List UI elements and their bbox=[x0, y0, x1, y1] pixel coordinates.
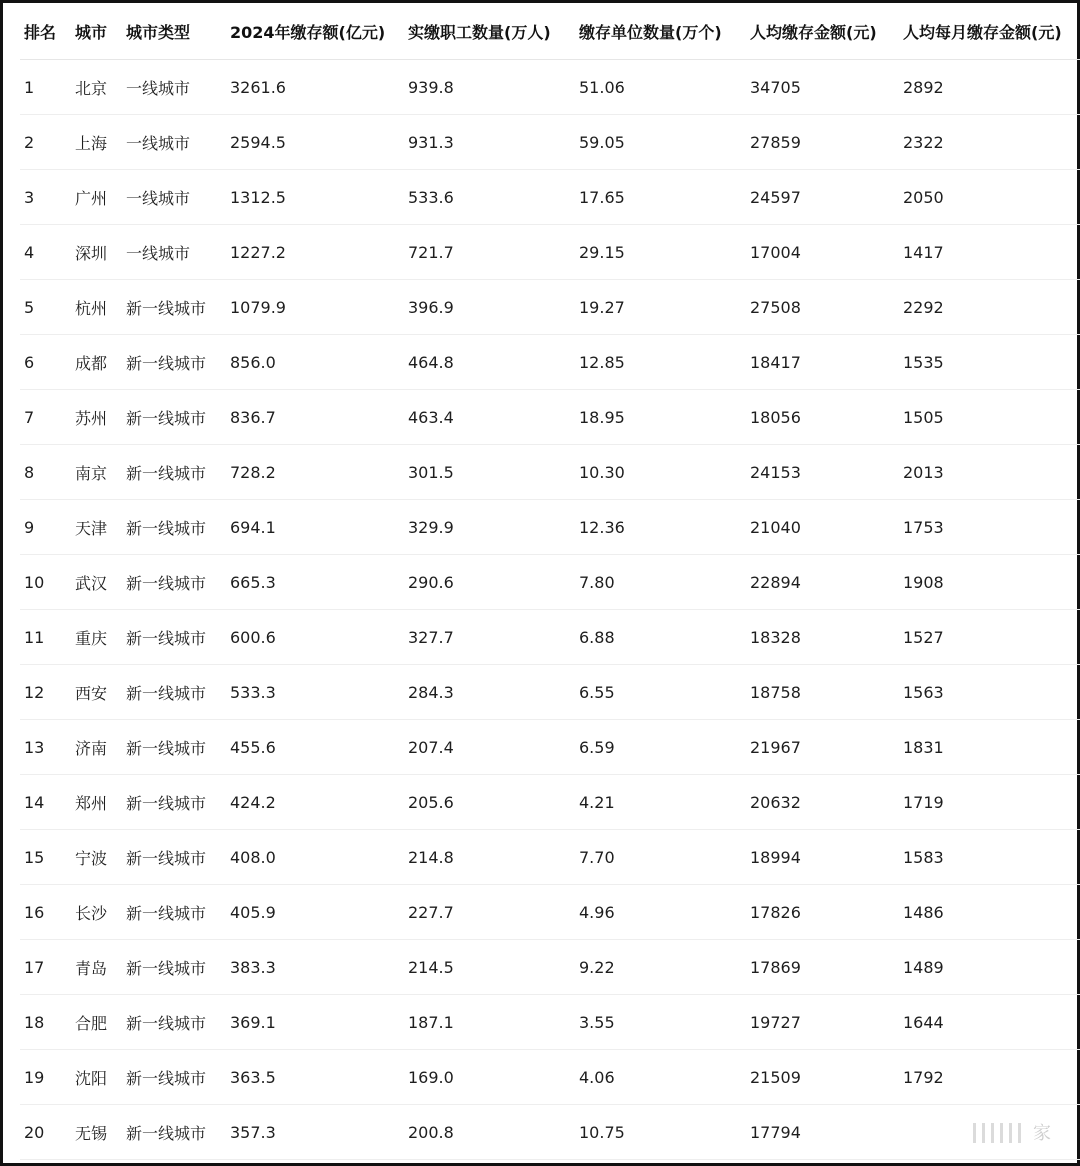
table-row bbox=[20, 555, 1080, 610]
cell-city: 上海 bbox=[71, 115, 122, 170]
cell-city-type: 新一线城市 bbox=[122, 1105, 226, 1160]
cell-workers: 301.5 bbox=[404, 445, 575, 500]
cell-rank: 12 bbox=[20, 665, 71, 720]
cell-city: 宁波 bbox=[71, 830, 122, 885]
table-row bbox=[20, 335, 1080, 390]
table-body bbox=[20, 60, 1080, 1160]
table-row bbox=[20, 720, 1080, 775]
cell-rank: 10 bbox=[20, 555, 71, 610]
cell-monthly-per-capita: 1792 bbox=[899, 1050, 1080, 1105]
cell-city: 南京 bbox=[71, 445, 122, 500]
cell-units: 6.88 bbox=[575, 610, 746, 665]
header-per-capita: 人均缴存金额(元) bbox=[746, 3, 899, 60]
cell-rank: 9 bbox=[20, 500, 71, 555]
table-row bbox=[20, 500, 1080, 555]
cell-workers: 327.7 bbox=[404, 610, 575, 665]
table-row bbox=[20, 775, 1080, 830]
cell-units: 12.36 bbox=[575, 500, 746, 555]
cell-monthly-per-capita: 1489 bbox=[899, 940, 1080, 995]
cell-deposit-amount: 600.6 bbox=[226, 610, 404, 665]
table-header bbox=[20, 3, 1080, 60]
table-row bbox=[20, 995, 1080, 1050]
cell-rank: 3 bbox=[20, 170, 71, 225]
cell-per-capita: 24153 bbox=[746, 445, 899, 500]
header-units: 缴存单位数量(万个) bbox=[575, 3, 746, 60]
cell-city-type: 新一线城市 bbox=[122, 830, 226, 885]
cell-workers: 290.6 bbox=[404, 555, 575, 610]
cell-city: 合肥 bbox=[71, 995, 122, 1050]
cell-deposit-amount: 424.2 bbox=[226, 775, 404, 830]
table-row bbox=[20, 1050, 1080, 1105]
cell-deposit-amount: 1079.9 bbox=[226, 280, 404, 335]
cell-city: 郑州 bbox=[71, 775, 122, 830]
cell-per-capita: 27508 bbox=[746, 280, 899, 335]
cell-monthly-per-capita: 1535 bbox=[899, 335, 1080, 390]
cell-per-capita: 22894 bbox=[746, 555, 899, 610]
header-deposit-amount: 2024年缴存额(亿元) bbox=[226, 3, 404, 60]
header-rank: 排名 bbox=[20, 3, 71, 60]
cell-per-capita: 18056 bbox=[746, 390, 899, 445]
cell-deposit-amount: 363.5 bbox=[226, 1050, 404, 1105]
data-table bbox=[20, 3, 1080, 1160]
header-city-type: 城市类型 bbox=[122, 3, 226, 60]
cell-rank: 15 bbox=[20, 830, 71, 885]
cell-city-type: 新一线城市 bbox=[122, 445, 226, 500]
cell-rank: 14 bbox=[20, 775, 71, 830]
cell-city-type: 一线城市 bbox=[122, 225, 226, 280]
table-row bbox=[20, 60, 1080, 115]
cell-deposit-amount: 694.1 bbox=[226, 500, 404, 555]
cell-rank: 2 bbox=[20, 115, 71, 170]
table-row bbox=[20, 610, 1080, 665]
cell-monthly-per-capita: 1527 bbox=[899, 610, 1080, 665]
cell-city: 广州 bbox=[71, 170, 122, 225]
cell-city-type: 新一线城市 bbox=[122, 280, 226, 335]
cell-per-capita: 20632 bbox=[746, 775, 899, 830]
cell-monthly-per-capita: 1563 bbox=[899, 665, 1080, 720]
cell-city-type: 一线城市 bbox=[122, 115, 226, 170]
cell-units: 4.21 bbox=[575, 775, 746, 830]
cell-city: 成都 bbox=[71, 335, 122, 390]
cell-units: 6.59 bbox=[575, 720, 746, 775]
cell-rank: 20 bbox=[20, 1105, 71, 1160]
watermark bbox=[973, 1119, 1053, 1145]
cell-units: 9.22 bbox=[575, 940, 746, 995]
cell-monthly-per-capita: 2892 bbox=[899, 60, 1080, 115]
cell-units: 19.27 bbox=[575, 280, 746, 335]
cell-city-type: 新一线城市 bbox=[122, 885, 226, 940]
cell-monthly-per-capita: 2322 bbox=[899, 115, 1080, 170]
cell-city-type: 新一线城市 bbox=[122, 610, 226, 665]
header-row bbox=[20, 3, 1080, 60]
cell-workers: 931.3 bbox=[404, 115, 575, 170]
cell-city: 天津 bbox=[71, 500, 122, 555]
cell-monthly-per-capita: 1908 bbox=[899, 555, 1080, 610]
cell-per-capita: 18758 bbox=[746, 665, 899, 720]
header-city: 城市 bbox=[71, 3, 122, 60]
cell-city: 济南 bbox=[71, 720, 122, 775]
cell-city: 重庆 bbox=[71, 610, 122, 665]
cell-units: 10.30 bbox=[575, 445, 746, 500]
table-row bbox=[20, 665, 1080, 720]
cell-units: 6.55 bbox=[575, 665, 746, 720]
cell-deposit-amount: 383.3 bbox=[226, 940, 404, 995]
table-row bbox=[20, 830, 1080, 885]
cell-deposit-amount: 665.3 bbox=[226, 555, 404, 610]
cell-city-type: 一线城市 bbox=[122, 170, 226, 225]
cell-rank: 1 bbox=[20, 60, 71, 115]
cell-city-type: 新一线城市 bbox=[122, 720, 226, 775]
cell-units: 29.15 bbox=[575, 225, 746, 280]
cell-deposit-amount: 728.2 bbox=[226, 445, 404, 500]
cell-units: 7.70 bbox=[575, 830, 746, 885]
cell-per-capita: 17794 bbox=[746, 1105, 899, 1160]
cell-per-capita: 24597 bbox=[746, 170, 899, 225]
cell-rank: 18 bbox=[20, 995, 71, 1050]
cell-city: 武汉 bbox=[71, 555, 122, 610]
cell-deposit-amount: 3261.6 bbox=[226, 60, 404, 115]
cell-deposit-amount: 1227.2 bbox=[226, 225, 404, 280]
cell-units: 4.06 bbox=[575, 1050, 746, 1105]
cell-monthly-per-capita: 1719 bbox=[899, 775, 1080, 830]
cell-rank: 7 bbox=[20, 390, 71, 445]
header-monthly-per-capita: 人均每月缴存金额(元) bbox=[899, 3, 1080, 60]
cell-rank: 8 bbox=[20, 445, 71, 500]
cell-monthly-per-capita: 1644 bbox=[899, 995, 1080, 1050]
table-row bbox=[20, 445, 1080, 500]
cell-city: 无锡 bbox=[71, 1105, 122, 1160]
cell-rank: 4 bbox=[20, 225, 71, 280]
cell-city-type: 新一线城市 bbox=[122, 665, 226, 720]
cell-city-type: 新一线城市 bbox=[122, 500, 226, 555]
cell-rank: 5 bbox=[20, 280, 71, 335]
cell-units: 4.96 bbox=[575, 885, 746, 940]
cell-deposit-amount: 369.1 bbox=[226, 995, 404, 1050]
cell-rank: 16 bbox=[20, 885, 71, 940]
cell-city-type: 新一线城市 bbox=[122, 390, 226, 445]
cell-monthly-per-capita: 1505 bbox=[899, 390, 1080, 445]
cell-workers: 200.8 bbox=[404, 1105, 575, 1160]
cell-city: 杭州 bbox=[71, 280, 122, 335]
cell-per-capita: 17826 bbox=[746, 885, 899, 940]
table-row bbox=[20, 225, 1080, 280]
cell-per-capita: 19727 bbox=[746, 995, 899, 1050]
cell-workers: 939.8 bbox=[404, 60, 575, 115]
cell-monthly-per-capita: 1831 bbox=[899, 720, 1080, 775]
cell-rank: 6 bbox=[20, 335, 71, 390]
cell-city: 长沙 bbox=[71, 885, 122, 940]
cell-units: 7.80 bbox=[575, 555, 746, 610]
cell-workers: 721.7 bbox=[404, 225, 575, 280]
cell-city: 西安 bbox=[71, 665, 122, 720]
cell-per-capita: 17004 bbox=[746, 225, 899, 280]
cell-per-capita: 21040 bbox=[746, 500, 899, 555]
table-row bbox=[20, 885, 1080, 940]
table-row bbox=[20, 390, 1080, 445]
cell-deposit-amount: 455.6 bbox=[226, 720, 404, 775]
cell-monthly-per-capita: 1417 bbox=[899, 225, 1080, 280]
cell-per-capita: 27859 bbox=[746, 115, 899, 170]
cell-city-type: 新一线城市 bbox=[122, 1050, 226, 1105]
cell-units: 12.85 bbox=[575, 335, 746, 390]
cell-workers: 329.9 bbox=[404, 500, 575, 555]
cell-deposit-amount: 405.9 bbox=[226, 885, 404, 940]
cell-rank: 11 bbox=[20, 610, 71, 665]
cell-city-type: 一线城市 bbox=[122, 60, 226, 115]
cell-deposit-amount: 1312.5 bbox=[226, 170, 404, 225]
cell-workers: 396.9 bbox=[404, 280, 575, 335]
cell-per-capita: 18328 bbox=[746, 610, 899, 665]
cell-workers: 284.3 bbox=[404, 665, 575, 720]
watermark-text: 家 bbox=[1033, 1123, 1053, 1144]
cell-deposit-amount: 357.3 bbox=[226, 1105, 404, 1160]
cell-units: 17.65 bbox=[575, 170, 746, 225]
table-row bbox=[20, 1105, 1080, 1160]
cell-per-capita: 21509 bbox=[746, 1050, 899, 1105]
cell-deposit-amount: 856.0 bbox=[226, 335, 404, 390]
cell-deposit-amount: 408.0 bbox=[226, 830, 404, 885]
cell-per-capita: 17869 bbox=[746, 940, 899, 995]
cell-monthly-per-capita: 2292 bbox=[899, 280, 1080, 335]
cell-per-capita: 18417 bbox=[746, 335, 899, 390]
table-row bbox=[20, 280, 1080, 335]
cell-deposit-amount: 836.7 bbox=[226, 390, 404, 445]
cell-workers: 205.6 bbox=[404, 775, 575, 830]
cell-city: 沈阳 bbox=[71, 1050, 122, 1105]
table-row bbox=[20, 940, 1080, 995]
cell-units: 3.55 bbox=[575, 995, 746, 1050]
cell-city-type: 新一线城市 bbox=[122, 775, 226, 830]
cell-units: 18.95 bbox=[575, 390, 746, 445]
cell-workers: 169.0 bbox=[404, 1050, 575, 1105]
cell-workers: 533.6 bbox=[404, 170, 575, 225]
cell-per-capita: 21967 bbox=[746, 720, 899, 775]
cell-units: 59.05 bbox=[575, 115, 746, 170]
cell-city-type: 新一线城市 bbox=[122, 940, 226, 995]
table-row bbox=[20, 115, 1080, 170]
cell-workers: 214.8 bbox=[404, 830, 575, 885]
cell-per-capita: 18994 bbox=[746, 830, 899, 885]
cell-city-type: 新一线城市 bbox=[122, 555, 226, 610]
cell-city-type: 新一线城市 bbox=[122, 995, 226, 1050]
cell-city: 北京 bbox=[71, 60, 122, 115]
cell-rank: 13 bbox=[20, 720, 71, 775]
cell-workers: 214.5 bbox=[404, 940, 575, 995]
watermark-bars-icon bbox=[973, 1122, 1027, 1143]
cell-monthly-per-capita: 2013 bbox=[899, 445, 1080, 500]
cell-monthly-per-capita: 1583 bbox=[899, 830, 1080, 885]
cell-per-capita: 34705 bbox=[746, 60, 899, 115]
cell-rank: 19 bbox=[20, 1050, 71, 1105]
cell-workers: 207.4 bbox=[404, 720, 575, 775]
cell-workers: 464.8 bbox=[404, 335, 575, 390]
cell-monthly-per-capita: 1753 bbox=[899, 500, 1080, 555]
cell-monthly-per-capita: 2050 bbox=[899, 170, 1080, 225]
cell-monthly-per-capita: 1486 bbox=[899, 885, 1080, 940]
cell-city: 深圳 bbox=[71, 225, 122, 280]
cell-city-type: 新一线城市 bbox=[122, 335, 226, 390]
cell-units: 51.06 bbox=[575, 60, 746, 115]
cell-workers: 463.4 bbox=[404, 390, 575, 445]
header-workers: 实缴职工数量(万人) bbox=[404, 3, 575, 60]
table-row bbox=[20, 170, 1080, 225]
cell-deposit-amount: 533.3 bbox=[226, 665, 404, 720]
cell-city: 青岛 bbox=[71, 940, 122, 995]
cell-deposit-amount: 2594.5 bbox=[226, 115, 404, 170]
cell-units: 10.75 bbox=[575, 1105, 746, 1160]
cell-workers: 227.7 bbox=[404, 885, 575, 940]
cell-workers: 187.1 bbox=[404, 995, 575, 1050]
cell-city: 苏州 bbox=[71, 390, 122, 445]
cell-rank: 17 bbox=[20, 940, 71, 995]
